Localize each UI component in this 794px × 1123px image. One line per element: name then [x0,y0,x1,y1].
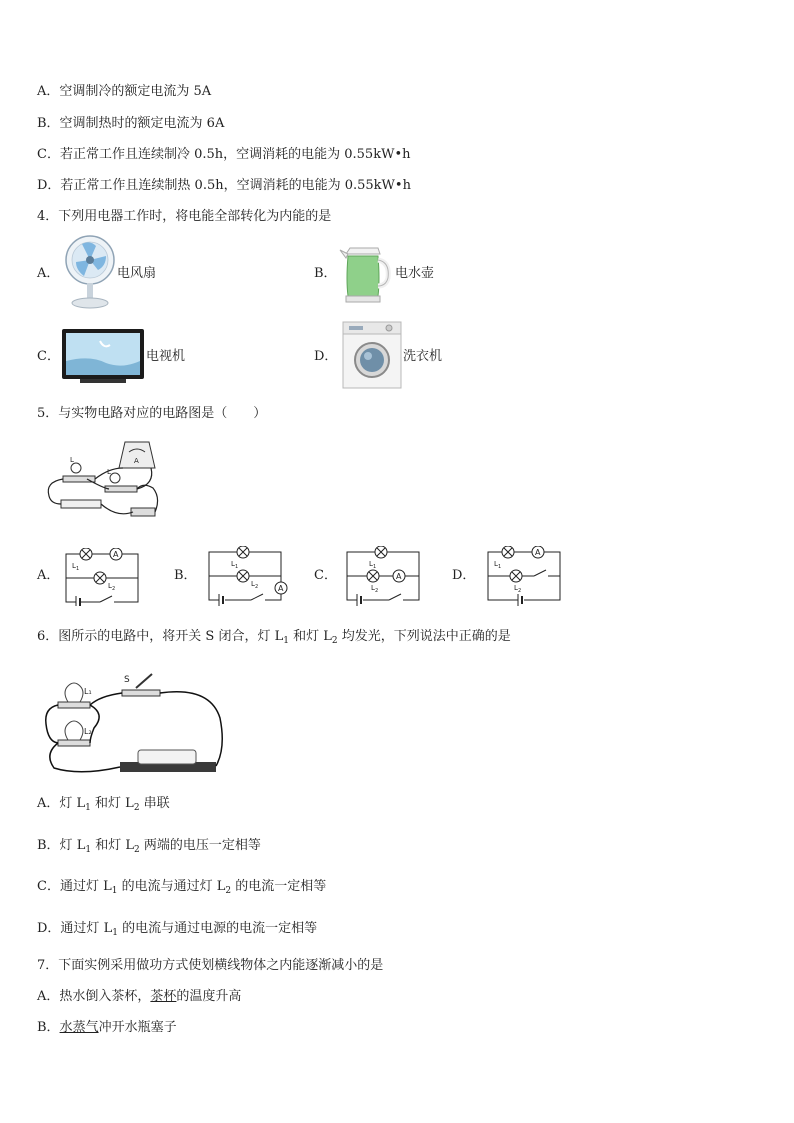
q6-option-d: D．通过灯 $L_1$ 的电流与通过电源的电流一定相等 [37,921,318,938]
q5-option-c-circuit [343,546,423,610]
q5-option-b-circuit [205,546,291,610]
q3-option-a: A．空调制冷的额定电流为 5A [37,84,212,99]
q3-option-d: D．若正常工作且连续制热 0.5h，空调消耗的电能为 0.55kW•h [37,178,411,193]
q5-option-b-letter: B． [174,568,197,583]
q3-option-c: C．若正常工作且连续制冷 0.5h，空调消耗的电能为 0.55kW•h [37,147,411,162]
q5-fig-ammeter-label: A [134,457,139,465]
q5b-ammeter-label: A [278,584,284,593]
svg-text:L: L [251,580,255,588]
q5-option-d-circuit [484,546,564,610]
q7-stem: 7．下面实例采用做功方式使划横线物体之内能逐渐减小的是 [37,958,384,973]
q6-option-a: A．灯 $L_1$ 和灯 $L_2$ 串联 [37,796,170,813]
q6-lamp1-label: L₁ [84,687,92,696]
washing-machine-image [341,320,403,394]
q5-option-a-letter: A． [37,568,60,583]
q5-fig-l2-label: L [107,468,111,476]
svg-text:1: 1 [498,564,502,570]
q6-lamp2-label: L₂ [84,727,92,736]
q5-fig-l1-label: L [70,456,74,464]
q4-option-c-text: 电视机 [146,349,186,364]
q4-option-b-text: 电水壶 [395,266,435,281]
svg-text:L: L [494,560,498,568]
q4-option-a-text: 电风扇 [117,266,157,281]
q4-option-c-letter: C． [37,349,60,364]
svg-text:1: 1 [373,564,377,570]
q4-option-b-letter: B． [314,266,337,281]
svg-text:L: L [371,584,375,592]
svg-text:L: L [231,560,235,568]
svg-text:2: 2 [112,586,116,592]
q4-option-d-letter: D． [314,349,338,364]
svg-text:L: L [72,562,76,570]
svg-text:2: 2 [255,584,259,590]
q4-option-a-letter: A． [37,266,60,281]
q6-option-b: B．灯 $L_1$ 和灯 $L_2$ 两端的电压一定相等 [37,838,261,855]
q5-option-c-letter: C． [314,568,337,583]
q7-option-a: A．热水倒入茶杯，茶杯的温度升高 [37,989,242,1004]
svg-text:L: L [369,560,373,568]
q6-stem: 6．图所示的电路中，将开关 S 闭合，灯 $L_1$ 和灯 $L_2$ 均发光，下列说法中正确的是 [37,629,511,646]
q5a-ammeter-label: A [113,550,119,559]
q5c-ammeter-label: A [396,572,402,581]
q4-option-d-text: 洗衣机 [403,349,443,364]
q5-stem: 5．与实物电路对应的电路图是（ ） [37,406,267,421]
q3-option-b: B．空调制热时的额定电流为 6A [37,116,225,131]
electric-kettle-image [338,240,394,310]
q6-switch-label: S [124,675,130,685]
svg-text:1: 1 [76,566,80,572]
svg-text:L: L [514,584,518,592]
svg-text:L: L [108,582,112,590]
q6-circuit-figure [40,668,226,782]
svg-text:2: 2 [375,588,379,594]
q5d-ammeter-label: A [535,548,541,557]
svg-text:2: 2 [518,588,522,594]
q5-physical-circuit-figure [43,438,161,530]
q6-option-c: C．通过灯 $L_1$ 的电流与通过灯 $L_2$ 的电流一定相等 [37,879,327,896]
q7-option-b: B．水蒸气冲开水瓶塞子 [37,1020,177,1035]
television-image [60,327,146,391]
svg-text:1: 1 [235,564,239,570]
q4-stem: 4．下列用电器工作时，将电能全部转化为内能的是 [37,209,332,224]
q5-option-d-letter: D． [452,568,476,583]
electric-fan-image [60,234,120,314]
q5-option-a-circuit [62,548,142,610]
